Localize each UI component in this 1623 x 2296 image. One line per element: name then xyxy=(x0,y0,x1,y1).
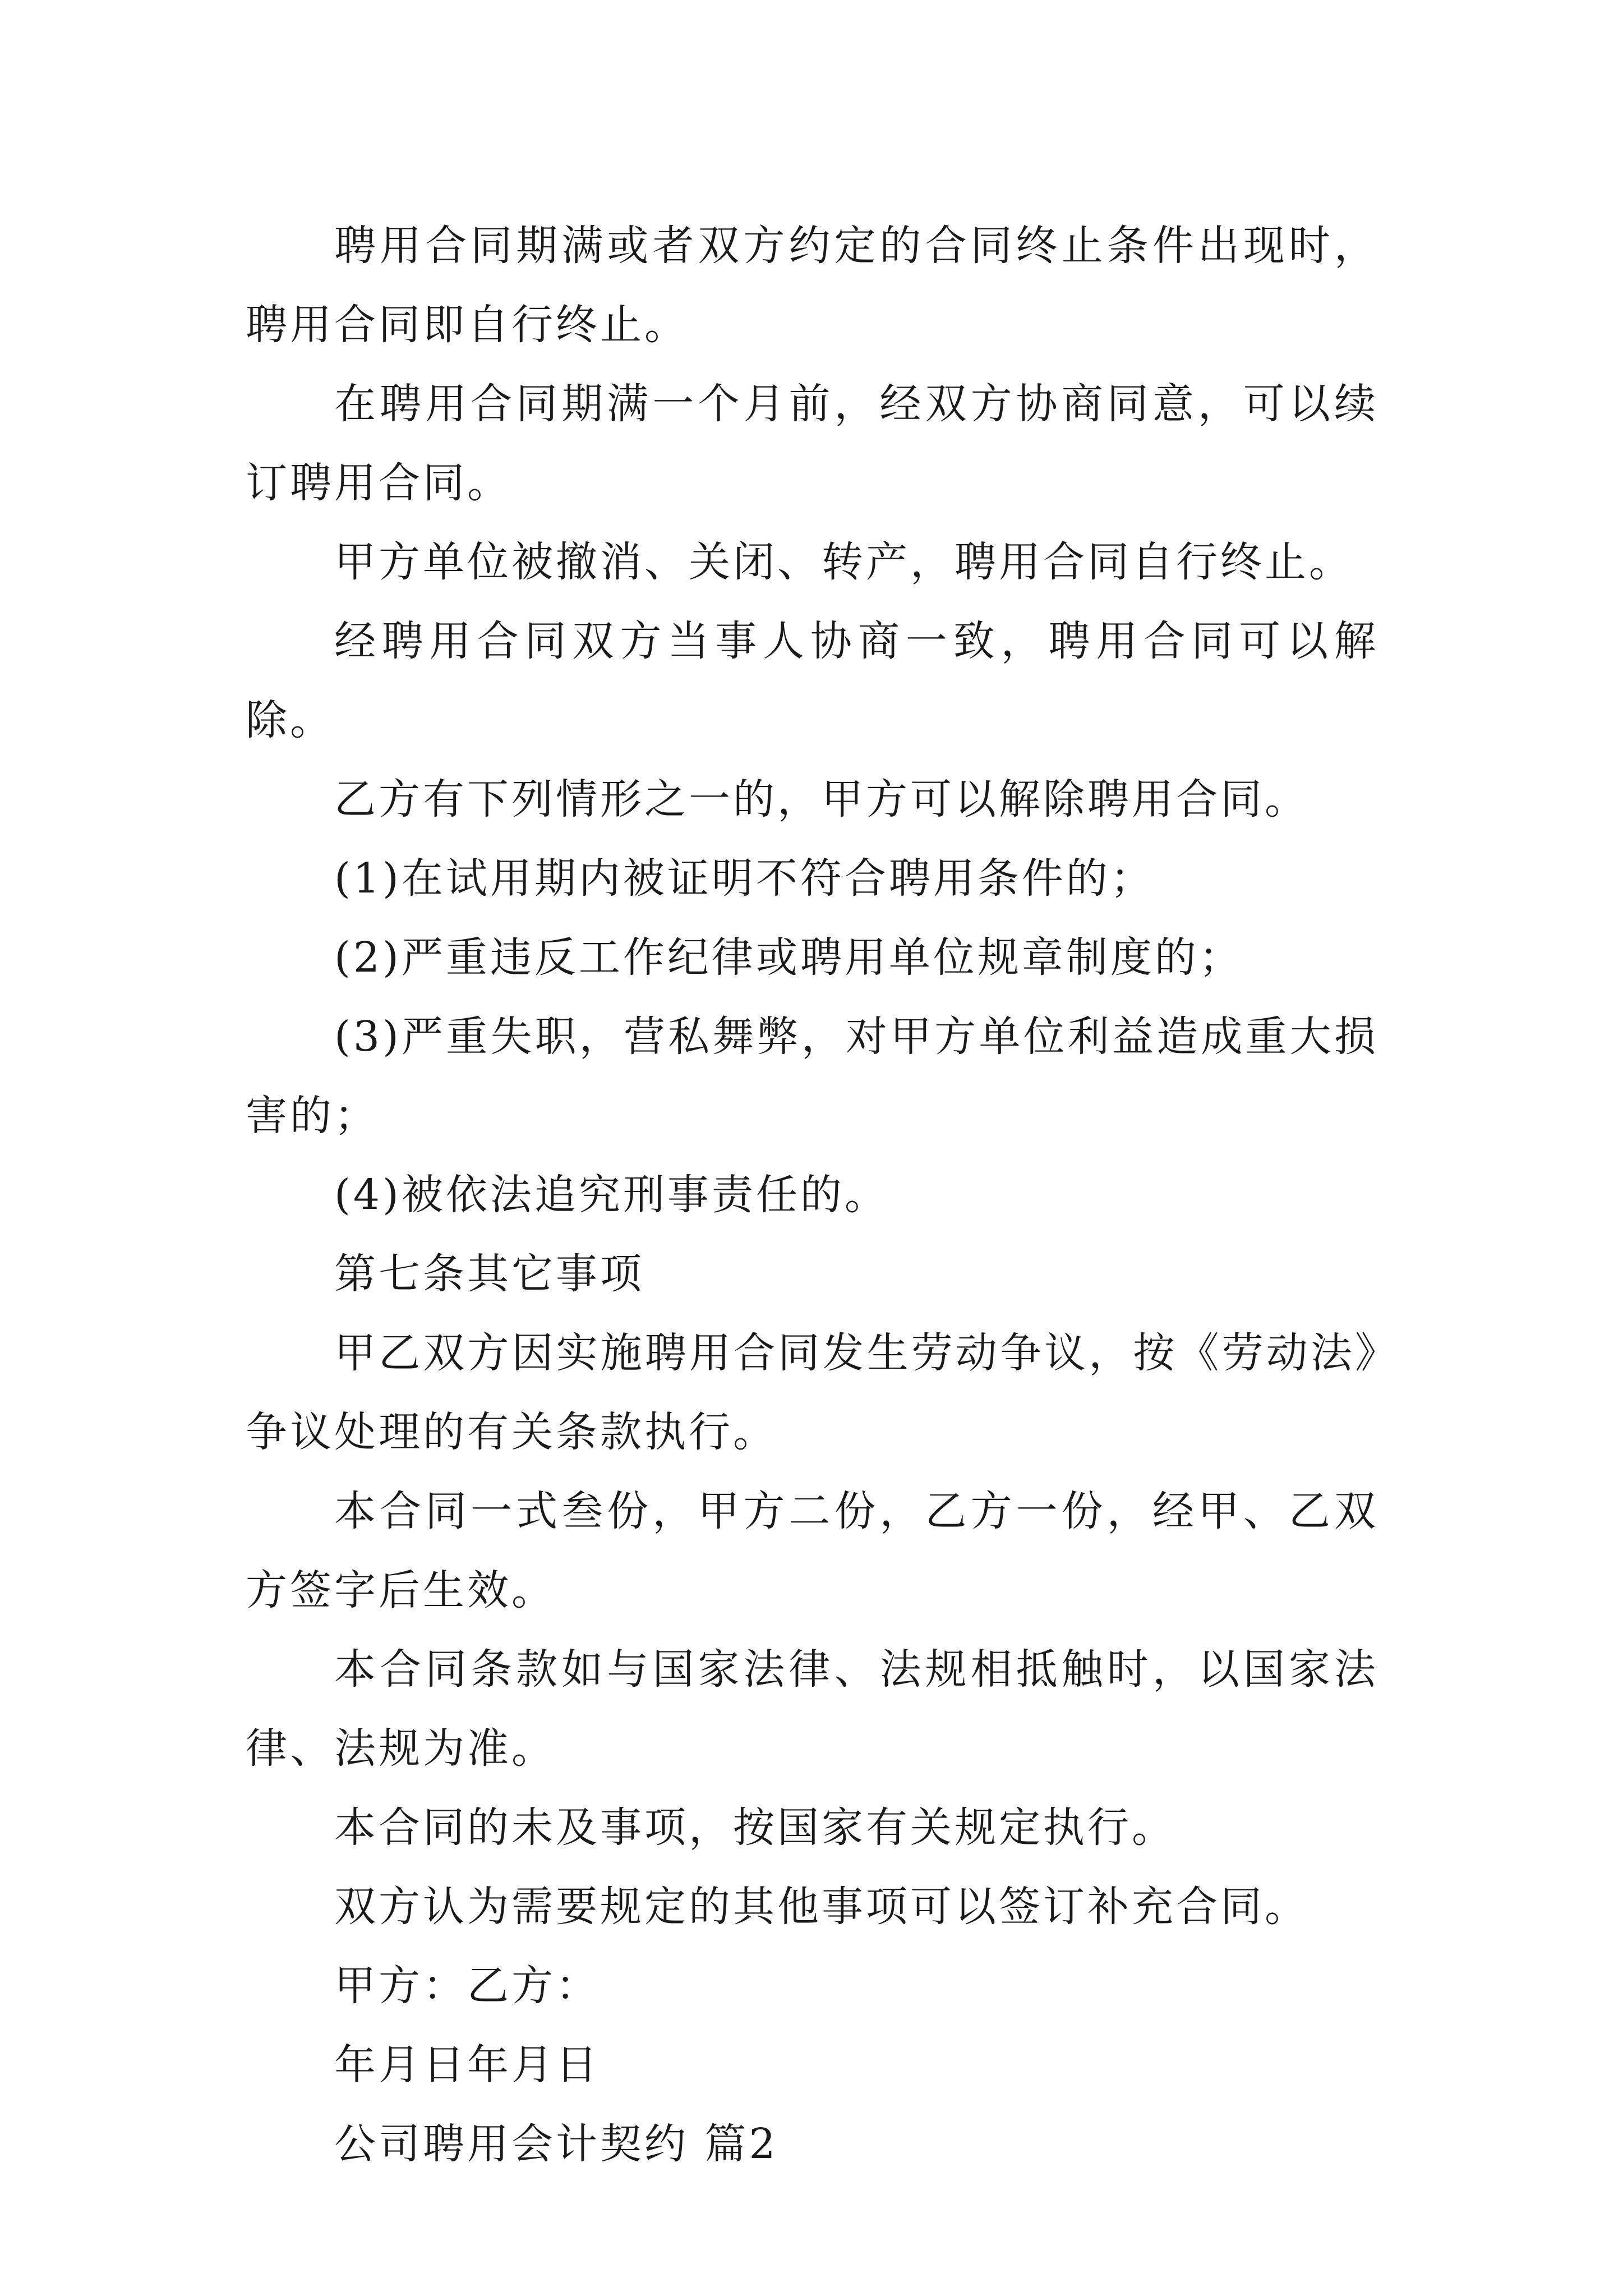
paragraph-termination-conditions: 乙方有下列情形之一的，甲方可以解除聘用合同。 xyxy=(334,775,1309,823)
section-heading-article-7: 第七条其它事项 xyxy=(334,1250,644,1298)
paragraph-contract-expiry: 聘用合同期满或者双方约定的合同终止条件出现时，聘用合同即自行终止。 xyxy=(246,222,1378,349)
signature-parties: 甲方：乙方： xyxy=(334,1962,600,2010)
paragraph-unspecified-matters: 本合同的未及事项，按国家有关规定执行。 xyxy=(334,1803,1176,1852)
paragraph-mutual-termination: 经聘用合同双方当事人协商一致，聘用合同可以解除。 xyxy=(246,617,1378,744)
list-item-condition-3: (3)严重失职，营私舞弊，对甲方单位利益造成重大损害的； xyxy=(246,1013,1378,1140)
signature-dates: 年月日年月日 xyxy=(334,2041,600,2089)
paragraph-labor-dispute: 甲乙双方因实施聘用合同发生劳动争议，按《劳动法》争议处理的有关条款执行。 xyxy=(246,1329,1378,1456)
paragraph-supplementary: 双方认为需要规定的其他事项可以签订补充合同。 xyxy=(334,1883,1309,1931)
list-item-condition-2: (2)严重违反工作纪律或聘用单位规章制度的； xyxy=(334,933,1243,982)
document-body xyxy=(246,206,1378,2184)
paragraph-contract-renewal: 在聘用合同期满一个月前，经双方协商同意，可以续订聘用合同。 xyxy=(246,380,1378,507)
paragraph-unit-closure: 甲方单位被撤消、关闭、转产，聘用合同自行终止。 xyxy=(334,538,1353,586)
section-title-part-2: 公司聘用会计契约 篇2 xyxy=(334,2120,778,2168)
list-item-condition-4: (4)被依法追究刑事责任的。 xyxy=(334,1171,889,1219)
paragraph-legal-precedence: 本合同条款如与国家法律、法规相抵触时，以国家法律、法规为准。 xyxy=(246,1645,1378,1773)
paragraph-copies: 本合同一式叁份，甲方二份，乙方一份，经甲、乙双方签字后生效。 xyxy=(246,1487,1378,1614)
list-item-condition-1: (1)在试用期内被证明不符合聘用条件的； xyxy=(334,854,1155,903)
